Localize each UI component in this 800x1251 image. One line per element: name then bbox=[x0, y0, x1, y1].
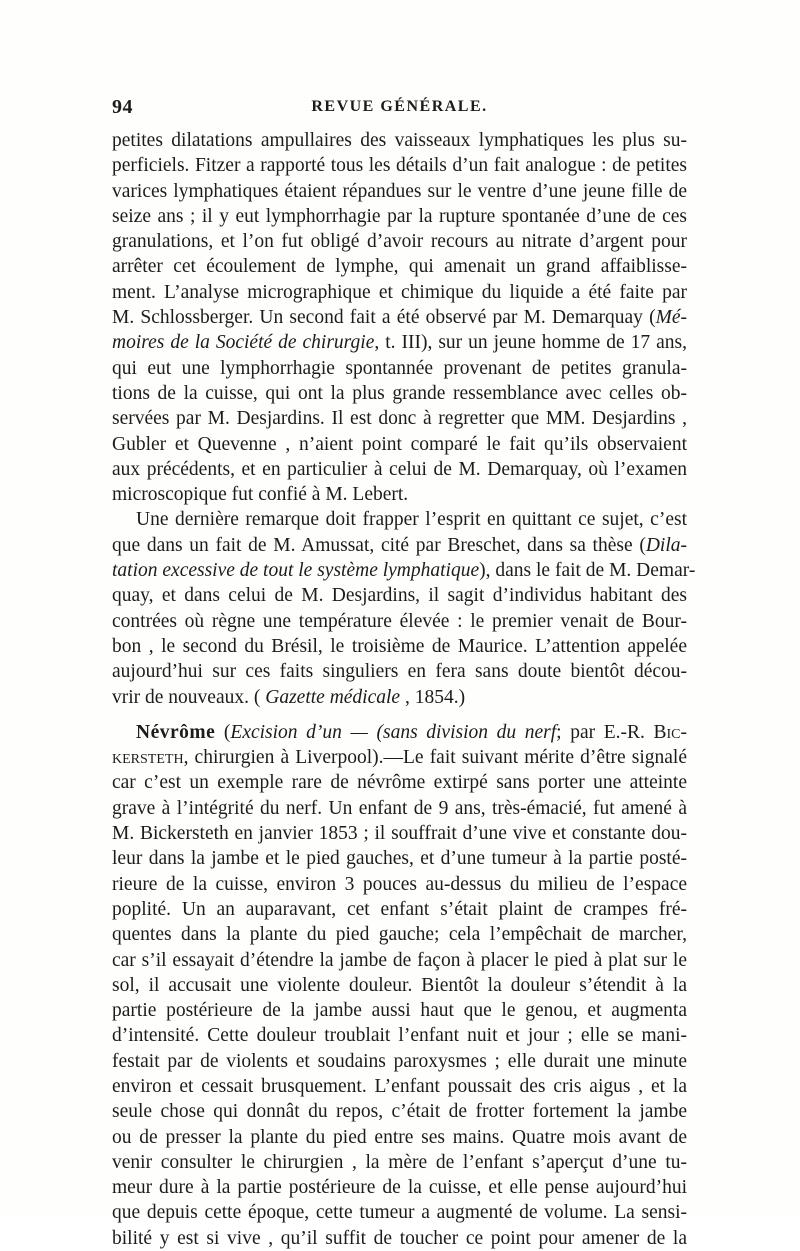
text-run: ; par E.-R. bbox=[556, 721, 654, 743]
text-line: quay, et dans celui de M. Desjardins, il sagit d’individus habitant des bbox=[112, 585, 687, 607]
text-run: ), dans le fait de M. Demar- bbox=[479, 560, 696, 582]
text-line: aujourd’hui sur ces faits singuliers en fera sans doute bientôt décou- bbox=[112, 661, 687, 683]
text-run: ( bbox=[215, 721, 231, 743]
text-line: car c’est un exemple rare de névrôme extirpé sans porter une atteinte bbox=[112, 772, 687, 794]
entry-heading-line bbox=[112, 720, 687, 745]
text-line: contrées où règne une température élevée : le premier venait de Bour- bbox=[112, 610, 687, 632]
author-name: kersteth bbox=[112, 747, 184, 769]
entry-subtitle: Excision d’un — (sans division du nerf bbox=[230, 721, 557, 743]
text-line: leur dans la jambe et le pied gauches, et d’une tumeur à la partie posté- bbox=[112, 848, 687, 870]
text-line: perficiels. Fitzer a rapporté tous les détails d’un fait analogue : de petites bbox=[112, 155, 687, 177]
text-line: seize ans ; il y eut lymphorrhagie par la rupture spontanée d’une de ces bbox=[112, 205, 687, 227]
text-line: Gubler et Quevenne , n’aient point comparé le fait qu’ils observaient bbox=[112, 433, 687, 455]
text-line: environ et cessait brusquement. L’enfant poussait des cris aigus , et la bbox=[112, 1075, 687, 1097]
text-run: que dans un fait de M. Amussat, cité par Breschet, dans sa thèse ( bbox=[112, 534, 646, 556]
text-run: , 1854.) bbox=[400, 686, 466, 708]
text-line bbox=[112, 745, 687, 770]
text-line: qui eut une lymphorrhagie spontannée provenant de petites granula- bbox=[112, 357, 687, 379]
text-line: M. Bickersteth en janvier 1853 ; il souffrait d’une vive et constante dou- bbox=[112, 823, 687, 845]
text-line: poplité. Un an auparavant, cet enfant s’était plaint de crampes fré- bbox=[112, 898, 687, 920]
citation-title: moires de la Société de chirurgie bbox=[112, 332, 375, 354]
text-line: grave à l’intégrité du nerf. Un enfant de 9 ans, très-émacié, fut amené à bbox=[112, 797, 687, 819]
text-line: que depuis cette époque, cette tumeur a augmenté de volume. La sensi- bbox=[112, 1202, 687, 1224]
text-line: servées par M. Desjardins. Il est donc à regretter que MM. Desjardins , bbox=[112, 408, 687, 430]
text-line: quentes dans la plante du pied gauche; cela l’empêchait de marcher, bbox=[112, 924, 687, 946]
text-run: , chirurgien à Liverpool).—Le fait suivant mérite d’être signalé bbox=[183, 747, 687, 769]
text-line: granulations, et l’on fut obligé d’avoir recours au nitrate d’argent pour bbox=[112, 231, 687, 253]
text-line: venir consulter le chirurgien , la mère de l’enfant s’aperçut d’une tu- bbox=[112, 1151, 687, 1173]
text-line: festait par de violents et soudains paroxysmes ; elle durait une minute bbox=[112, 1050, 687, 1072]
text-line: aux précédents, et en particulier à celui de M. Demarquay, où l’examen bbox=[112, 458, 687, 480]
text-line: varices lymphatiques étaient répandues sur le ventre d’une jeune fille de bbox=[112, 180, 687, 202]
article-body bbox=[112, 128, 696, 1251]
text-line: d’intensité. Cette douleur troublait l’enfant nuit et jour ; elle se mani- bbox=[112, 1025, 687, 1047]
text-line: seule chose qui donnât du repos, c’était de frotter fortement la jambe bbox=[112, 1101, 687, 1123]
text-line: petites dilatations ampullaires des vaisseaux lymphatiques les plus su- bbox=[112, 130, 687, 151]
text-line: arrêter cet écoulement de lymphe, qui amenait un grand affaiblisse- bbox=[112, 256, 687, 278]
page-header bbox=[112, 96, 687, 120]
citation-title: Gazette médicale bbox=[265, 686, 401, 708]
text-line: bon , le second du Brésil, le troisième de Maurice. L’attention appelée bbox=[112, 635, 687, 657]
text-line bbox=[112, 533, 687, 558]
text-line: tions de la cuisse, qui ont la plus grande ressemblance avec celles ob- bbox=[112, 382, 687, 404]
text-line: sol, il accusait une violente douleur. Bientôt la douleur s’étendit à la bbox=[112, 974, 687, 996]
text-line: car s’il essayait d’étendre la jambe de façon à placer le pied à plat sur le bbox=[112, 949, 687, 971]
text-line bbox=[112, 685, 687, 710]
text-run: , t. III), sur un jeune homme de 17 ans, bbox=[374, 332, 687, 354]
citation-title: Mé- bbox=[655, 307, 687, 329]
page-number: 94 bbox=[112, 96, 133, 118]
text-run: vrir de nouveaux. ( bbox=[112, 686, 266, 708]
text-line: bilité y est si vive , qu’il suffit de toucher ce point pour amener de la bbox=[112, 1227, 687, 1249]
citation-title: Dila- bbox=[645, 534, 687, 556]
text-run: M. Schlossberger. Un second fait a été observé par M. Demarquay ( bbox=[112, 307, 656, 329]
text-line bbox=[112, 558, 696, 583]
citation-title: tation excessive de tout le système lymphatique bbox=[112, 560, 480, 582]
text-line: meur dure à la partie postérieure de la cuisse, et elle pense aujourd’hui bbox=[112, 1177, 687, 1199]
text-line: rieure de la cuisse, environ 3 pouces au-dessus du milieu de l’espace bbox=[112, 873, 687, 895]
text-line: microscopique fut confié à M. Lebert. bbox=[112, 484, 409, 506]
text-line: ou de presser la plante du pied entre ses mains. Quatre mois avant de bbox=[112, 1126, 687, 1148]
text-line: partie postérieure de la jambe aussi haut que le genou, et augmenta bbox=[112, 1000, 687, 1022]
text-line: Une dernière remarque doit frapper l’esprit en quittant ce sujet, c’est bbox=[136, 509, 687, 531]
text-line: ment. L’analyse micrographique et chimique du liquide a été faite par bbox=[112, 281, 687, 303]
text-line bbox=[112, 305, 687, 330]
author-name: Bic- bbox=[653, 721, 687, 743]
running-title: REVUE GÉNÉRALE. bbox=[311, 98, 488, 115]
entry-title: Névrôme bbox=[136, 721, 216, 743]
text-line bbox=[112, 330, 687, 355]
